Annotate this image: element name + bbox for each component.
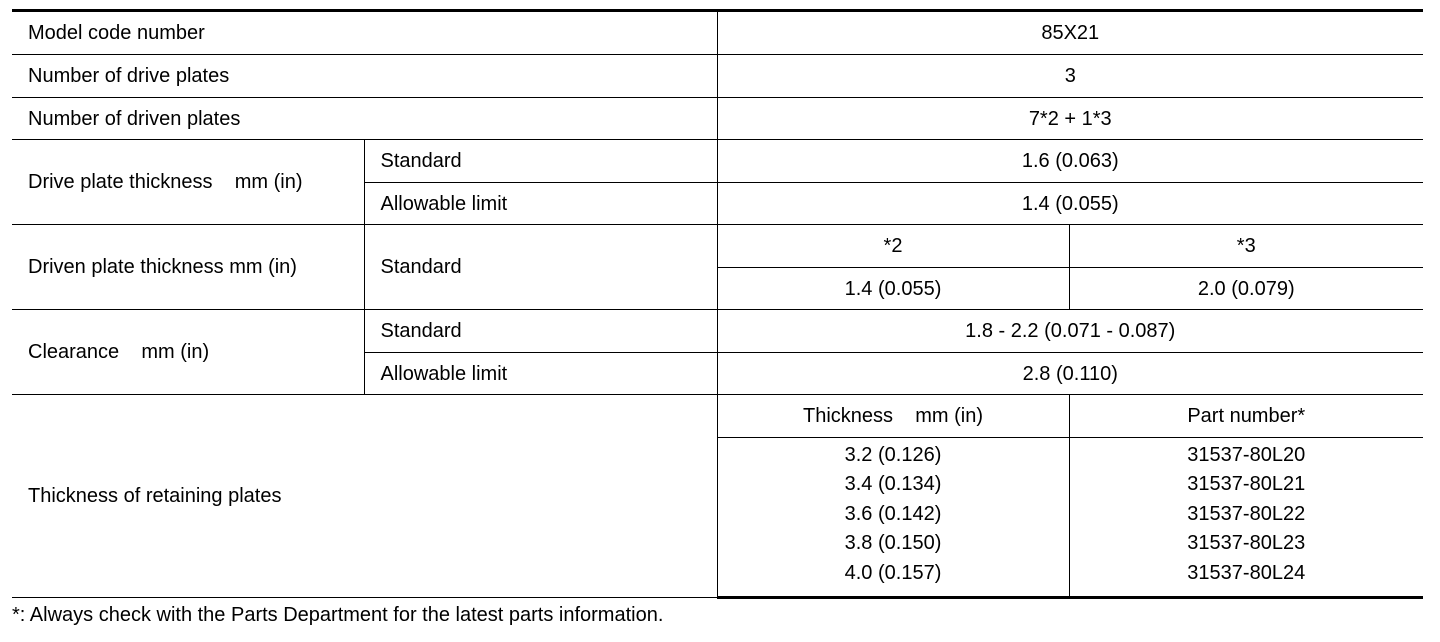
- driven-plate-standard-label: Standard: [364, 225, 717, 310]
- table-row: [12, 98, 1423, 140]
- table-row: [12, 310, 1423, 353]
- list-item: 31537-80L21: [1187, 473, 1306, 496]
- clutch-spec-table: [12, 9, 1423, 599]
- clearance-standard-value: 1.8 - 2.2 (0.071 - 0.087): [717, 310, 1423, 353]
- clearance-limit-label: Allowable limit: [364, 353, 717, 395]
- clearance-standard-label: Standard: [364, 310, 717, 353]
- table-row: [12, 395, 1423, 438]
- list-item: 3.8 (0.150): [844, 532, 942, 555]
- retaining-thickness-list: [717, 438, 1069, 598]
- list-item: 31537-80L23: [1187, 532, 1306, 555]
- spec-table-container: [12, 9, 1423, 599]
- model-code-label: Model code number: [12, 11, 717, 55]
- list-item: 3.6 (0.142): [844, 502, 942, 525]
- driven-plate-col3-head: *3: [1069, 225, 1423, 268]
- driven-plate-col3-value: 2.0 (0.079): [1069, 268, 1423, 310]
- drive-plate-standard-value: 1.6 (0.063): [717, 140, 1423, 183]
- retaining-part-list: [1069, 438, 1423, 598]
- list-item: 31537-80L22: [1187, 502, 1306, 525]
- table-row: [12, 225, 1423, 268]
- drive-plates-label: Number of drive plates: [12, 55, 717, 98]
- list-item: 4.0 (0.157): [844, 561, 942, 584]
- table-row: [12, 55, 1423, 98]
- drive-plates-value: 3: [717, 55, 1423, 98]
- table-row: [12, 11, 1423, 55]
- list-item: 31537-80L24: [1187, 561, 1306, 584]
- list-item: 3.4 (0.134): [844, 473, 942, 496]
- driven-plates-value: 7*2 + 1*3: [717, 98, 1423, 140]
- retaining-thickness-head: Thickness mm (in): [717, 395, 1069, 438]
- drive-plate-standard-label: Standard: [364, 140, 717, 183]
- driven-plate-col2-head: *2: [717, 225, 1069, 268]
- retaining-plates-label: Thickness of retaining plates: [12, 395, 717, 598]
- table-row: [12, 140, 1423, 183]
- footnote: *: Always check with the Parts Department for the latest parts information.: [12, 604, 664, 626]
- clearance-label: Clearance mm (in): [12, 310, 364, 395]
- driven-plate-thickness-label: Driven plate thickness mm (in): [12, 225, 364, 310]
- drive-plate-limit-value: 1.4 (0.055): [717, 183, 1423, 225]
- list-item: 31537-80L20: [1187, 444, 1306, 466]
- clearance-limit-value: 2.8 (0.110): [717, 353, 1423, 395]
- driven-plate-col2-value: 1.4 (0.055): [717, 268, 1069, 310]
- drive-plate-limit-label: Allowable limit: [364, 183, 717, 225]
- list-item: 3.2 (0.126): [844, 444, 942, 466]
- drive-plate-thickness-label: Drive plate thickness mm (in): [12, 140, 364, 225]
- retaining-part-head: Part number*: [1069, 395, 1423, 438]
- model-code-value: 85X21: [717, 11, 1423, 55]
- driven-plates-label: Number of driven plates: [12, 98, 717, 140]
